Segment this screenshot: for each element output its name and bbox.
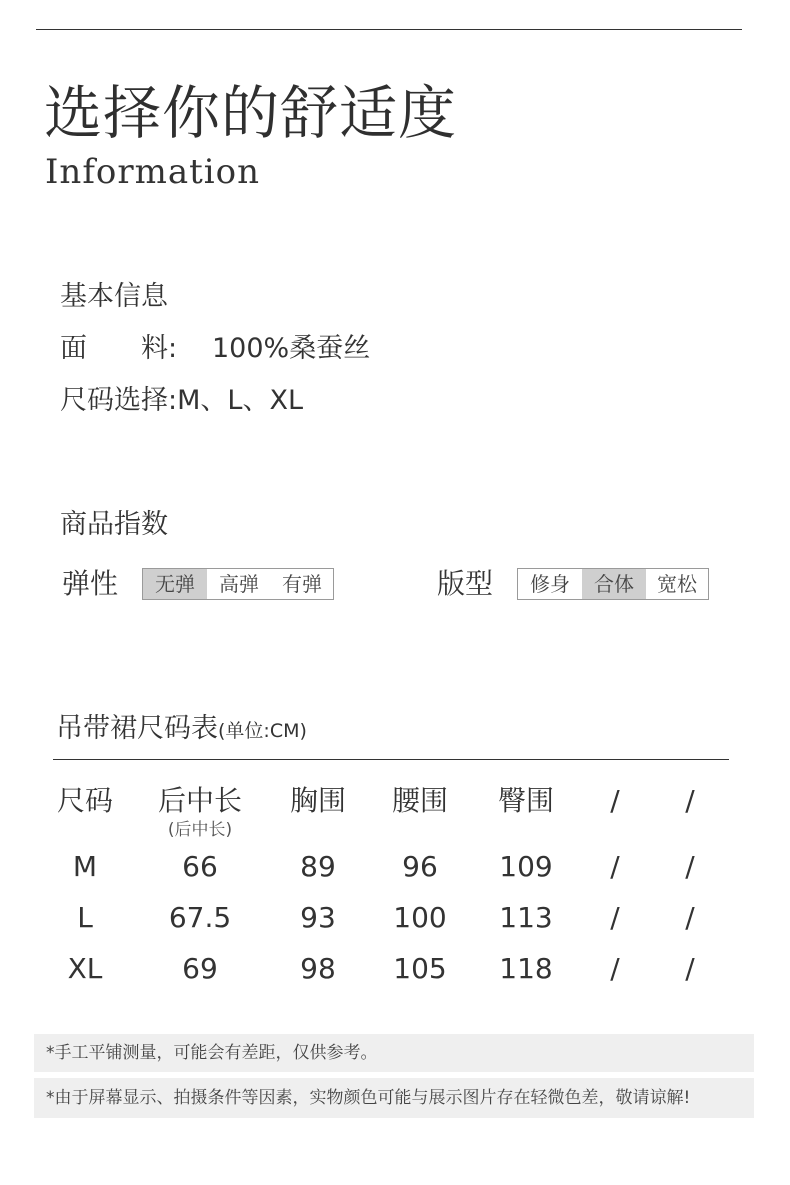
table-cell: /: [685, 952, 695, 985]
fit-option-regular: 合体: [582, 569, 646, 599]
table-cell: 109: [499, 850, 553, 883]
size-choice-row: [60, 383, 303, 419]
table-header-cell: 尺码: [56, 784, 114, 817]
size-choice-label: 尺码选择:: [60, 385, 178, 416]
table-cell: /: [610, 901, 620, 934]
table-header-cell: /: [610, 784, 620, 817]
elasticity-options: [142, 568, 334, 600]
table-header-cell: 腰围: [391, 784, 449, 817]
table-header-cell: 胸围: [289, 784, 347, 817]
elasticity-option-some: 有弹: [282, 572, 322, 596]
table-cell: 113: [499, 901, 553, 934]
table-header-cell: 臀围: [497, 784, 555, 817]
elasticity-option-none: 无弹: [143, 569, 207, 599]
table-cell: 93: [300, 901, 336, 934]
color-disclaimer-note: *由于屏幕显示、拍摄条件等因素，实物颜色可能与展示图片存在轻微色差，敬请谅解!: [34, 1078, 754, 1118]
size-table-divider: [53, 759, 729, 760]
top-divider: [36, 29, 742, 30]
size-choice-value: M、L、XL: [177, 385, 303, 416]
table-cell: L: [77, 901, 93, 934]
table-cell: 105: [393, 952, 447, 985]
table-cell: 96: [402, 850, 438, 883]
fit-option-loose: 宽松: [657, 572, 697, 596]
table-cell: 66: [182, 850, 218, 883]
table-cell: 67.5: [168, 901, 232, 934]
table-cell: /: [685, 901, 695, 934]
table-cell: 100: [393, 901, 447, 934]
size-table-unit: (单位:CM): [218, 720, 307, 742]
table-header-subtitle: (后中长): [167, 820, 233, 840]
table-cell: /: [610, 952, 620, 985]
elasticity-label: 弹性: [62, 567, 119, 600]
product-index-title: 商品指数: [60, 509, 168, 540]
table-cell: /: [685, 850, 695, 883]
fabric-label: 面 料:: [60, 333, 178, 364]
page-title: 选择你的舒适度: [44, 79, 458, 147]
table-cell: /: [610, 850, 620, 883]
fabric-row: [60, 331, 370, 367]
page-subtitle: Information: [45, 152, 261, 192]
elasticity-option-high: 高弹: [219, 572, 259, 596]
fabric-value: 100%桑蚕丝: [212, 333, 371, 364]
measurement-note: *手工平铺测量，可能会有差距，仅供参考。: [34, 1034, 754, 1072]
table-cell: 89: [300, 850, 336, 883]
table-cell: M: [72, 850, 98, 883]
table-cell: 98: [300, 952, 336, 985]
fit-options: [517, 568, 709, 600]
size-table-title-text: 吊带裙尺码表: [56, 713, 218, 744]
fit-option-slim: 修身: [530, 572, 570, 596]
table-cell: 69: [182, 952, 218, 985]
table-cell: XL: [67, 952, 103, 985]
table-header-cell: /: [685, 784, 695, 817]
table-header-cell: 后中长: [157, 784, 243, 817]
basic-info-title: 基本信息: [60, 281, 168, 312]
table-cell: 118: [499, 952, 553, 985]
fit-label: 版型: [437, 567, 494, 600]
size-table-title: [56, 711, 307, 749]
